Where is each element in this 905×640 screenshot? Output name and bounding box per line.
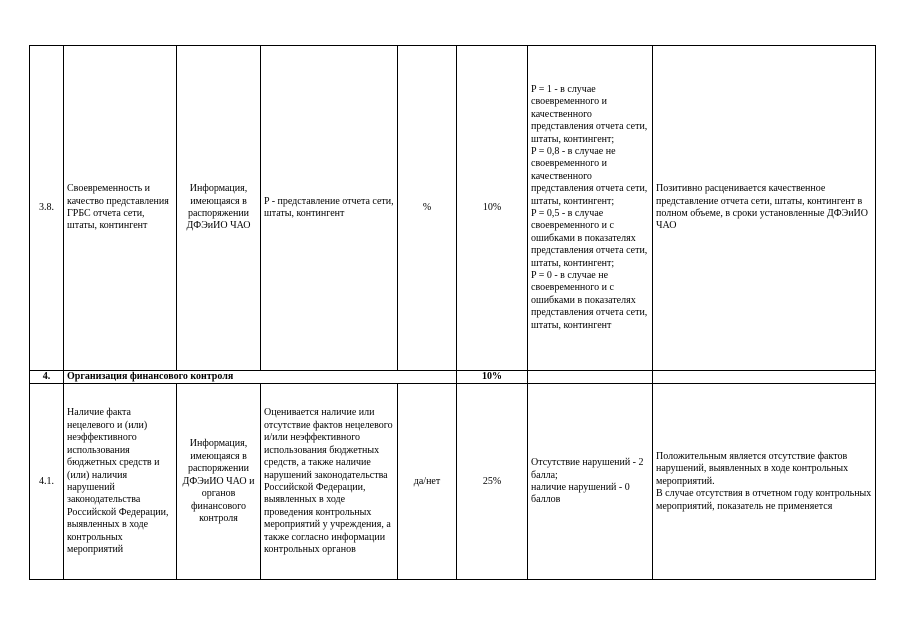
criterion: Отсутствие нарушений - 2 балла; bbox=[531, 457, 644, 481]
comment bbox=[653, 384, 876, 580]
row-number: 3.8. bbox=[30, 46, 64, 371]
calculation-formula: Оценивается наличие или отсутствие фактов нецелевого и/или неэффективного использования бюджетных средств, а также наличие нарушений законодательства Российской Федерации, выявленных в ходе проведения контрольных мероприятий у учреждения, а также согласно информации контрольных органов bbox=[261, 384, 398, 580]
comment-text: Позитивно расценивается качественное представление отчета сети, штаты, контингент в полном объеме, в сроки установленные ДФЭиИО ЧАО bbox=[656, 183, 869, 232]
section-title: Организация финансового контроля bbox=[64, 371, 457, 384]
section-row bbox=[30, 371, 876, 384]
evaluation-criteria bbox=[528, 384, 653, 580]
row-number: 4.1. bbox=[30, 384, 64, 580]
table-row bbox=[30, 384, 876, 580]
unit-of-measure: % bbox=[398, 46, 457, 371]
criterion: P = 0 - в случае не своевременного и с ошибками в показателях представления отчета сети, штаты, контингент bbox=[531, 270, 648, 331]
indicators-table bbox=[29, 45, 876, 580]
indicator-name: Своевременность и качество представления ГРБС отчета сети, штаты, контингент bbox=[64, 46, 177, 371]
table-row bbox=[30, 46, 876, 371]
information-source: Информация, имеющаяся в распоряжении ДФЭиИО ЧАО и органов финансового контроля bbox=[177, 384, 261, 580]
unit-of-measure: да/нет bbox=[398, 384, 457, 580]
information-source: Информация, имеющаяся в распоряжении ДФЭиИО ЧАО bbox=[177, 46, 261, 371]
section-weight: 10% bbox=[457, 371, 528, 384]
evaluation-criteria bbox=[528, 46, 653, 371]
criterion: P = 0,5 - в случае своевременного и с ошибками в показателях представления отчета сети, штаты, контингент; bbox=[531, 208, 648, 269]
comment bbox=[653, 46, 876, 371]
indicator-name: Наличие факта нецелевого и (или) неэффективного использования бюджетных средств и (или) наличия нарушений законодательства Российской Федерации, выявленных в ходе контрольных мероприятий bbox=[64, 384, 177, 580]
criterion: P = 0,8 - в случае не своевременного и качественного представления отчета сети, штаты, контингент; bbox=[531, 145, 648, 207]
comment-text: В случае отсутствия в отчетном году контрольных мероприятий, показатель не применяется bbox=[656, 488, 872, 512]
criterion: наличие нарушений - 0 баллов bbox=[531, 481, 630, 506]
indicator-weight: 10% bbox=[457, 46, 528, 371]
indicator-weight: 25% bbox=[457, 384, 528, 580]
section-number: 4. bbox=[30, 371, 64, 384]
comment-text: Положительным является отсутствие фактов нарушений, выявленных в ходе контрольных мероприятий. bbox=[656, 450, 849, 487]
calculation-formula: P - представление отчета сети, штаты, контингент bbox=[261, 46, 398, 371]
criterion: P = 1 - в случае своевременного и качественного представления отчета сети, штаты, контингент; bbox=[531, 83, 648, 145]
